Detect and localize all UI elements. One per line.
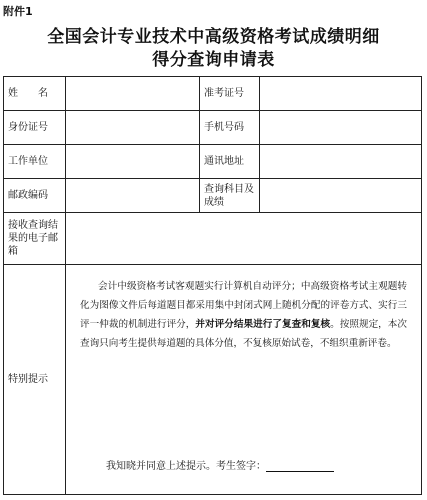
form-title-line2: 得分查询申请表 [152, 50, 275, 70]
label-subject-score: 查询科目及成绩 [200, 179, 260, 213]
notice-part3: 。按照规定，本次查询只向考生提供每道题的具体分值，不复核原始试卷，不组织重新评卷。 [80, 319, 408, 349]
label-name: 姓 名 [4, 77, 66, 111]
signature-label: 我知晓并同意上述提示。考生签字： [106, 461, 266, 472]
application-form [3, 76, 422, 495]
signature-line [106, 457, 334, 472]
input-ticket-no[interactable] [260, 77, 422, 111]
input-id-no[interactable] [66, 111, 200, 145]
input-email[interactable] [66, 213, 422, 265]
label-phone: 手机号码 [200, 111, 260, 145]
label-notice: 特别提示 [4, 265, 66, 495]
form-title-line1: 全国会计专业技术中高级资格考试成绩明细 [47, 27, 380, 47]
input-postcode[interactable] [66, 179, 200, 213]
label-address: 通讯地址 [200, 145, 260, 179]
input-subject-score[interactable] [260, 179, 422, 213]
input-address[interactable] [260, 145, 422, 179]
input-phone[interactable] [260, 111, 422, 145]
label-employer: 工作单位 [4, 145, 66, 179]
label-email: 接收查询结果的电子邮箱 [4, 213, 66, 265]
signature-field[interactable] [266, 460, 334, 472]
label-id-no: 身份证号 [4, 111, 66, 145]
attachment-label: 附件1 [3, 5, 33, 18]
notice-paragraph [80, 277, 407, 353]
notice-part1: 会计中级资格考试客观题实行计算机自动评分；中高级资格考试主观题转化为图像文件后每道题目都采用集中封闭式网上随机分配的评卷方式、实行三评一仲裁的机制进行评分， [80, 281, 407, 330]
label-postcode: 邮政编码 [4, 179, 66, 213]
notice-cell [66, 265, 422, 495]
label-ticket-no: 准考证号 [200, 77, 260, 111]
notice-emphasis: 并对评分结果进行了复查和复核 [195, 319, 331, 330]
input-employer[interactable] [66, 145, 200, 179]
input-name[interactable] [66, 77, 200, 111]
